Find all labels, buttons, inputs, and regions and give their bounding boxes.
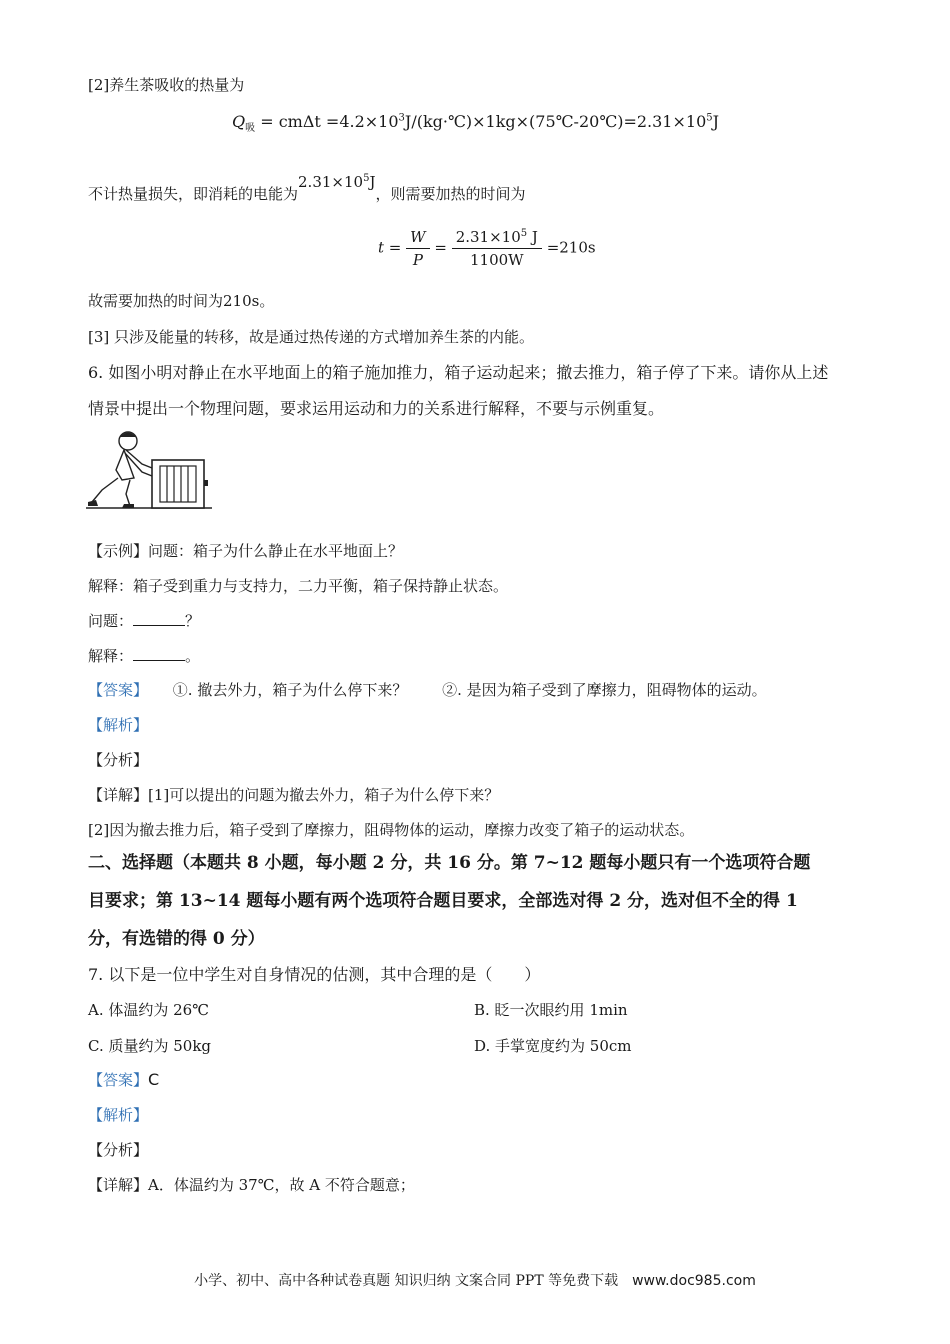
fraction-wp xyxy=(406,228,429,269)
fenxi-tag-7: 【分析】 xyxy=(88,1141,149,1159)
question-7: 7. 以下是一位中学生对自身情况的估测，其中合理的是（ ） xyxy=(88,965,541,984)
formula-exp2: 5 xyxy=(706,112,713,124)
energy-text-a: 不计热量损失，即消耗的电能为 xyxy=(88,185,299,203)
answer-6 xyxy=(88,679,767,701)
footer-text: 小学、初中、高中各种试卷真题 知识归纳 文案合同 PPT 等免费下载 xyxy=(194,1273,619,1289)
formula-q-sub: 吸 xyxy=(245,123,256,135)
question-6-line2: 情景中提出一个物理问题，要求运用运动和力的关系进行解释，不要与示例重复。 xyxy=(88,399,665,418)
question-end: ？ xyxy=(185,612,201,630)
analysis-tag-7: 【解析】 xyxy=(88,1106,149,1124)
formula-unit1: J/(kg·℃)×1kg×(75℃-20℃)=2.31×10 xyxy=(404,112,707,131)
example-explanation: 解释：箱子受到重力与支持力，二力平衡，箱子保持静止状态。 xyxy=(88,577,509,595)
section-2-heading-line3: 分，有选错的得 0 分） xyxy=(88,929,265,949)
section-2-heading-line2: 目要求；第 13~14 题每小题有两个选项符合题目要求，全部选对得 2 分，选对但不全的得 1 xyxy=(88,891,798,911)
question-6-line1: 6. 如图小明对静止在水平地面上的箱子施加推力，箱子运动起来；撤去推力，箱子停了下来。请你从上述 xyxy=(88,363,829,382)
question-blank-line xyxy=(133,611,185,626)
fenxi-tag-6: 【分析】 xyxy=(88,751,149,769)
answer-7-value: C xyxy=(148,1070,160,1089)
question-blank xyxy=(88,610,200,632)
energy-text-b: ，则需要加热的时间为 xyxy=(375,185,526,203)
option-a: A. 体温约为 26℃ xyxy=(88,1001,210,1019)
option-d: D. 手掌宽度约为 50cm xyxy=(474,1037,632,1055)
explanation-blank xyxy=(88,645,200,667)
analysis-tag-6: 【解析】 xyxy=(88,716,149,734)
answer-tag: 【答案】 xyxy=(88,681,149,699)
fraction-num-unit: J xyxy=(527,228,538,246)
energy-value-base: 2.31×10 xyxy=(298,173,364,191)
fraction-values xyxy=(452,228,542,269)
paragraph-heat-absorbed: [2]养生茶吸收的热量为 xyxy=(88,76,245,94)
fraction-num: 2.31×10 xyxy=(455,228,521,246)
footer-site-link[interactable]: www.doc985.com xyxy=(632,1273,756,1289)
energy-value-exp: 5 xyxy=(363,173,370,184)
section-2-heading-line1: 二、选择题（本题共 8 小题，每小题 2 分，共 16 分。第 7~12 题每小题只有一个选项符合题 xyxy=(88,853,811,873)
fraction-num-exp: 5 xyxy=(520,228,528,239)
option-c: C. 质量约为 50kg xyxy=(88,1037,212,1055)
detail-7-line1: 【详解】A．体温约为 37℃，故 A 不符合题意； xyxy=(88,1176,415,1194)
formula-q: Q xyxy=(232,112,246,131)
fraction-p: P xyxy=(412,251,423,269)
formula-heat xyxy=(232,112,719,134)
formula-t: t = xyxy=(378,238,402,257)
page-footer xyxy=(0,1270,950,1290)
formula-mid: = cmΔt =4.2×10 xyxy=(260,112,399,131)
fraction-den: 1100W xyxy=(470,251,524,269)
paragraph-heat-transfer: [3] 只涉及能量的转移，故是通过热传递的方式增加养生茶的内能。 xyxy=(88,328,535,346)
answer-7-tag: 【答案】 xyxy=(88,1071,149,1089)
formula-time: t = $\frac{W}{P}$ = $\frac{2.31\times 10^5 J}{1100W}$ =210s xyxy=(378,228,596,269)
answer-6-part1: ①. 撤去外力，箱子为什么停下来？ xyxy=(172,681,408,699)
answer-7 xyxy=(88,1069,159,1091)
paragraph-time-answer: 故需要加热的时间为210s。 xyxy=(88,292,275,310)
example-question: 【示例】问题：箱子为什么静止在水平地面上？ xyxy=(88,542,404,560)
detail-6-line2: [2]因为撤去推力后，箱子受到了摩擦力，阻碍物体的运动，摩擦力改变了箱子的运动状态。 xyxy=(88,821,695,839)
question-label: 问题： xyxy=(88,612,134,630)
explanation-label: 解释： xyxy=(88,647,134,665)
formula-result: =210s xyxy=(546,238,596,257)
answer-6-part2: ②. 是因为箱子受到了摩擦力，阻碍物体的运动。 xyxy=(442,681,767,699)
formula-exp1: 3 xyxy=(398,112,405,124)
boy-pushing-box-figure xyxy=(86,428,216,512)
energy-value-unit: J xyxy=(369,173,376,191)
explanation-end: 。 xyxy=(185,647,201,665)
formula-unit2: J xyxy=(712,112,720,131)
detail-6-line1: 【详解】[1]可以提出的问题为撤去外力，箱子为什么停下来？ xyxy=(88,786,500,804)
explanation-blank-line xyxy=(133,646,185,661)
paragraph-energy xyxy=(88,173,526,205)
option-b: B. 眨一次眼约用 1min xyxy=(474,1001,628,1019)
fraction-w: W xyxy=(410,228,426,246)
energy-value xyxy=(298,173,375,191)
